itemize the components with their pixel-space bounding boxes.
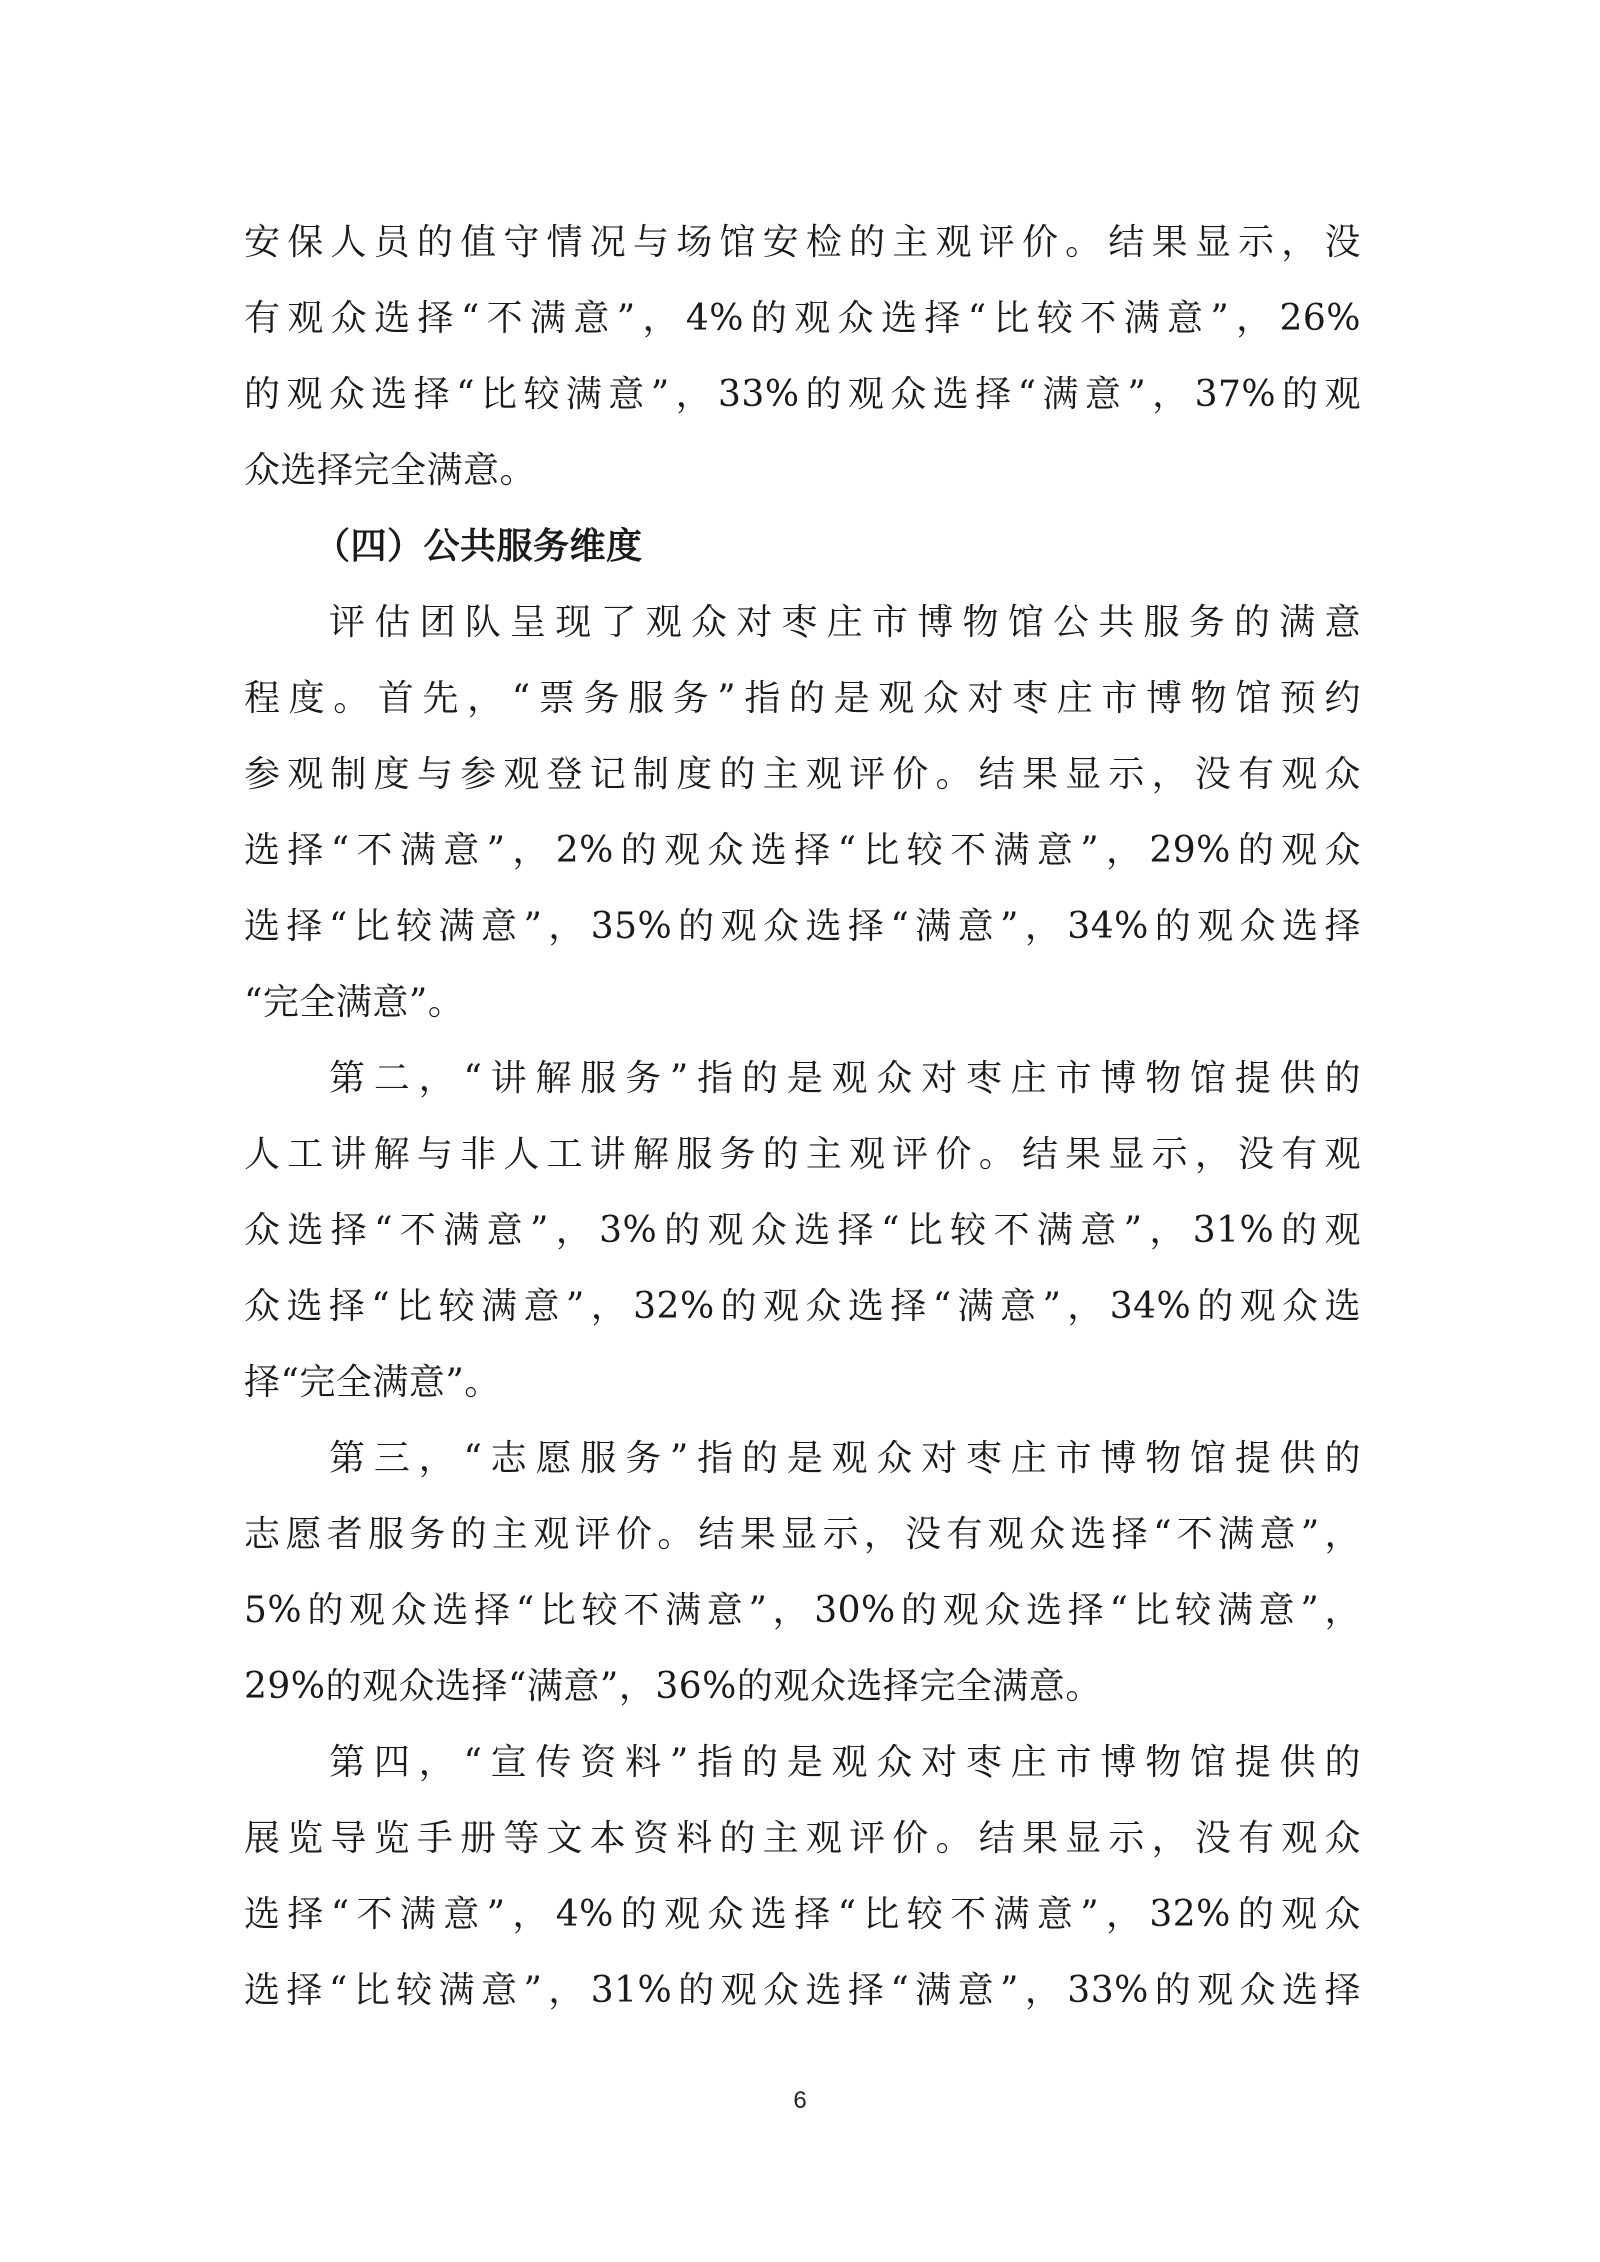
paragraph-line: 评估团队呈现了观众对枣庄市博物馆公共服务的满意 [329, 602, 1361, 643]
paragraph-line: 众选择完全满意。 [244, 450, 537, 491]
paragraph-line: 5%的观众选择“比较不满意”，30%的观众选择“比较满意”， [244, 1590, 1361, 1631]
paragraph-line: 选择“不满意”，2%的观众选择“比较不满意”，29%的观众 [244, 830, 1361, 871]
paragraph-line: 择“完全满意”。 [244, 1362, 501, 1403]
section-heading: （四）公共服务维度 [314, 526, 643, 567]
paragraph-line: 的观众选择“比较满意”，33%的观众选择“满意”，37%的观 [244, 374, 1361, 415]
paragraph-line: 展览导览手册等文本资料的主观评价。结果显示，没有观众 [244, 1818, 1361, 1859]
paragraph-line: 第二，“讲解服务”指的是观众对枣庄市博物馆提供的 [329, 1058, 1361, 1099]
paragraph-line: 第三，“志愿服务”指的是观众对枣庄市博物馆提供的 [329, 1438, 1361, 1479]
paragraph-line: 参观制度与参观登记制度的主观评价。结果显示，没有观众 [244, 754, 1361, 795]
paragraph-line: 选择“比较满意”，31%的观众选择“满意”，33%的观众选择 [244, 1970, 1361, 2011]
paragraph-line: 有观众选择“不满意”，4%的观众选择“比较不满意”，26% [244, 298, 1361, 339]
paragraph-line: 29%的观众选择“满意”，36%的观众选择完全满意。 [244, 1666, 1102, 1707]
paragraph-line: 选择“不满意”，4%的观众选择“比较不满意”，32%的观众 [244, 1894, 1361, 1935]
paragraph-line: 人工讲解与非人工讲解服务的主观评价。结果显示，没有观 [244, 1134, 1361, 1175]
paragraph-line: 众选择“比较满意”，32%的观众选择“满意”，34%的观众选 [244, 1286, 1361, 1327]
paragraph-line: 选择“比较满意”，35%的观众选择“满意”，34%的观众选择 [244, 906, 1361, 947]
paragraph-line: 众选择“不满意”，3%的观众选择“比较不满意”，31%的观 [244, 1210, 1361, 1251]
paragraph-line: 安保人员的值守情况与场馆安检的主观评价。结果显示，没 [244, 222, 1361, 263]
paragraph-line: 志愿者服务的主观评价。结果显示，没有观众选择“不满意”， [244, 1514, 1361, 1555]
paragraph-line: “完全满意”。 [244, 982, 465, 1023]
paragraph-line: 程度。首先，“票务服务”指的是观众对枣庄市博物馆预约 [244, 678, 1361, 719]
document-body [244, 205, 1361, 2029]
paragraph-line: 第四，“宣传资料”指的是观众对枣庄市博物馆提供的 [329, 1742, 1361, 1783]
page-number: 6 [793, 2087, 807, 2114]
